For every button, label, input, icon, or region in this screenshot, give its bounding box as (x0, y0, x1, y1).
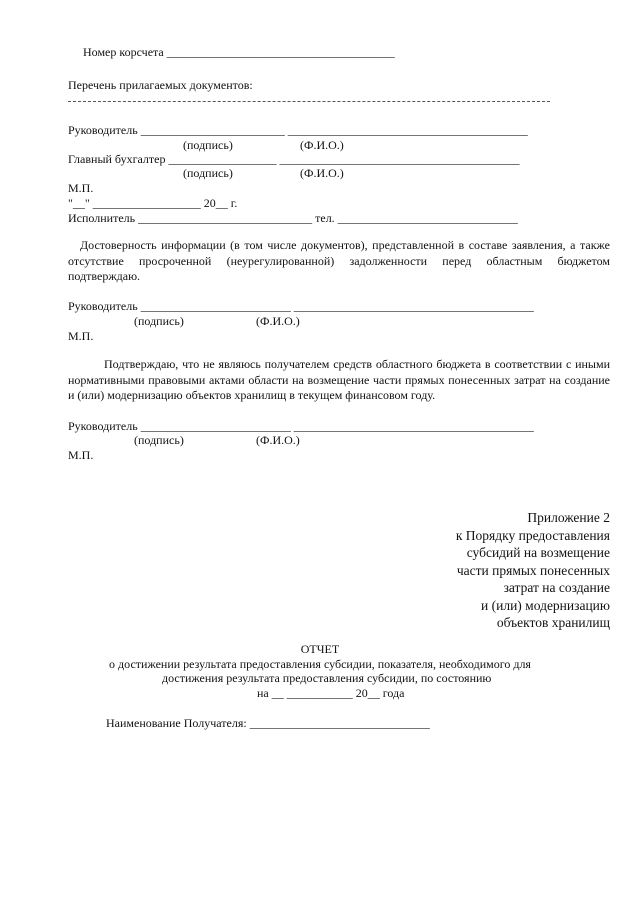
accountant-label: Главный бухгалтер (68, 152, 166, 166)
stamp-mark: М.П. (68, 329, 94, 343)
report-subtitle-line: достижения результата предоставления субсидии, по состоянию (162, 671, 492, 685)
appendix-line: и (или) модернизацию (481, 597, 610, 613)
account-number-label: Номер корсчета (83, 45, 164, 59)
head-label: Руководитель (68, 123, 138, 137)
appendix-header (456, 509, 610, 632)
stamp-mark: М.П. (68, 448, 94, 462)
recipient-row (106, 716, 430, 730)
account-number-row (83, 45, 395, 59)
appendix-line: части прямых понесенных (456, 562, 610, 578)
head-signature-row (68, 419, 534, 433)
appendix-line: затрат на создание (503, 580, 610, 595)
sign-caption: (подпись) (183, 166, 233, 180)
sign-caption: (подпись) (183, 138, 233, 152)
head-signature-row (68, 299, 534, 313)
recipient-line: ______________________________ (249, 716, 430, 730)
head-name-line: ________________________________________ (293, 299, 534, 313)
appendix-line: к Порядку предоставления (455, 527, 610, 543)
head-signature-row (68, 123, 528, 137)
report-subtitle-line: о достижении результата предоставления субсидии, показателя, необходимого для (109, 657, 531, 671)
head-sign-line: ________________________ (140, 123, 285, 137)
head-sign-line: _________________________ (140, 299, 291, 313)
appendix-line: объектов хранилищ (496, 615, 610, 630)
name-caption: (Ф.И.О.) (256, 433, 300, 447)
appendix-line: Приложение 2 (527, 510, 610, 525)
head-label: Руководитель (68, 299, 138, 313)
reliability-statement: Достоверность информации (в том числе документов), представленной в составе заявления, а также отсутствие просроченной (неурегулированной) задолженности перед областным бюджетом подтверждаю. (68, 238, 610, 283)
executor-label: Исполнитель (68, 211, 136, 225)
sign-caption: (подпись) (134, 433, 184, 447)
phone-line: ______________________________ (337, 211, 518, 225)
appendix-line: субсидий на возмещение (466, 545, 610, 560)
name-caption: (Ф.И.О.) (300, 138, 344, 152)
head-label: Руководитель (68, 419, 138, 433)
report-title: ОТЧЕТ (300, 642, 340, 656)
accountant-sign-line: __________________ (168, 152, 277, 166)
executor-line: _____________________________ (138, 211, 313, 225)
head-name-line: ________________________________________ (293, 419, 534, 433)
head-sign-line: _________________________ (140, 419, 291, 433)
report-date-line: на __ ___________ 20__ года (257, 686, 405, 700)
head-name-line: ________________________________________ (287, 123, 528, 137)
date-line: "__" __________________ 20__ г. (68, 196, 238, 210)
phone-label: тел. (315, 211, 335, 225)
name-caption: (Ф.И.О.) (256, 314, 300, 328)
accountant-name-line: ________________________________________ (279, 152, 520, 166)
accountant-signature-row (68, 152, 519, 166)
name-caption: (Ф.И.О.) (300, 166, 344, 180)
recipient-label: Наименование Получателя: (106, 716, 247, 730)
executor-row (68, 211, 518, 225)
attached-documents-line (68, 101, 550, 102)
account-number-line: ______________________________________ (166, 45, 395, 59)
stamp-mark: М.П. (68, 181, 94, 195)
sign-caption: (подпись) (134, 314, 184, 328)
non-recipient-statement: Подтверждаю, что не являюсь получателем средств областного бюджета в соответствии с иными нормативными правовыми актами области на возмещение части прямых понесенных затрат на создание и (или) модернизацию объектов хранилищ в текущем финансовом году. (68, 357, 610, 402)
attached-documents-label: Перечень прилагаемых документов: (68, 78, 253, 92)
